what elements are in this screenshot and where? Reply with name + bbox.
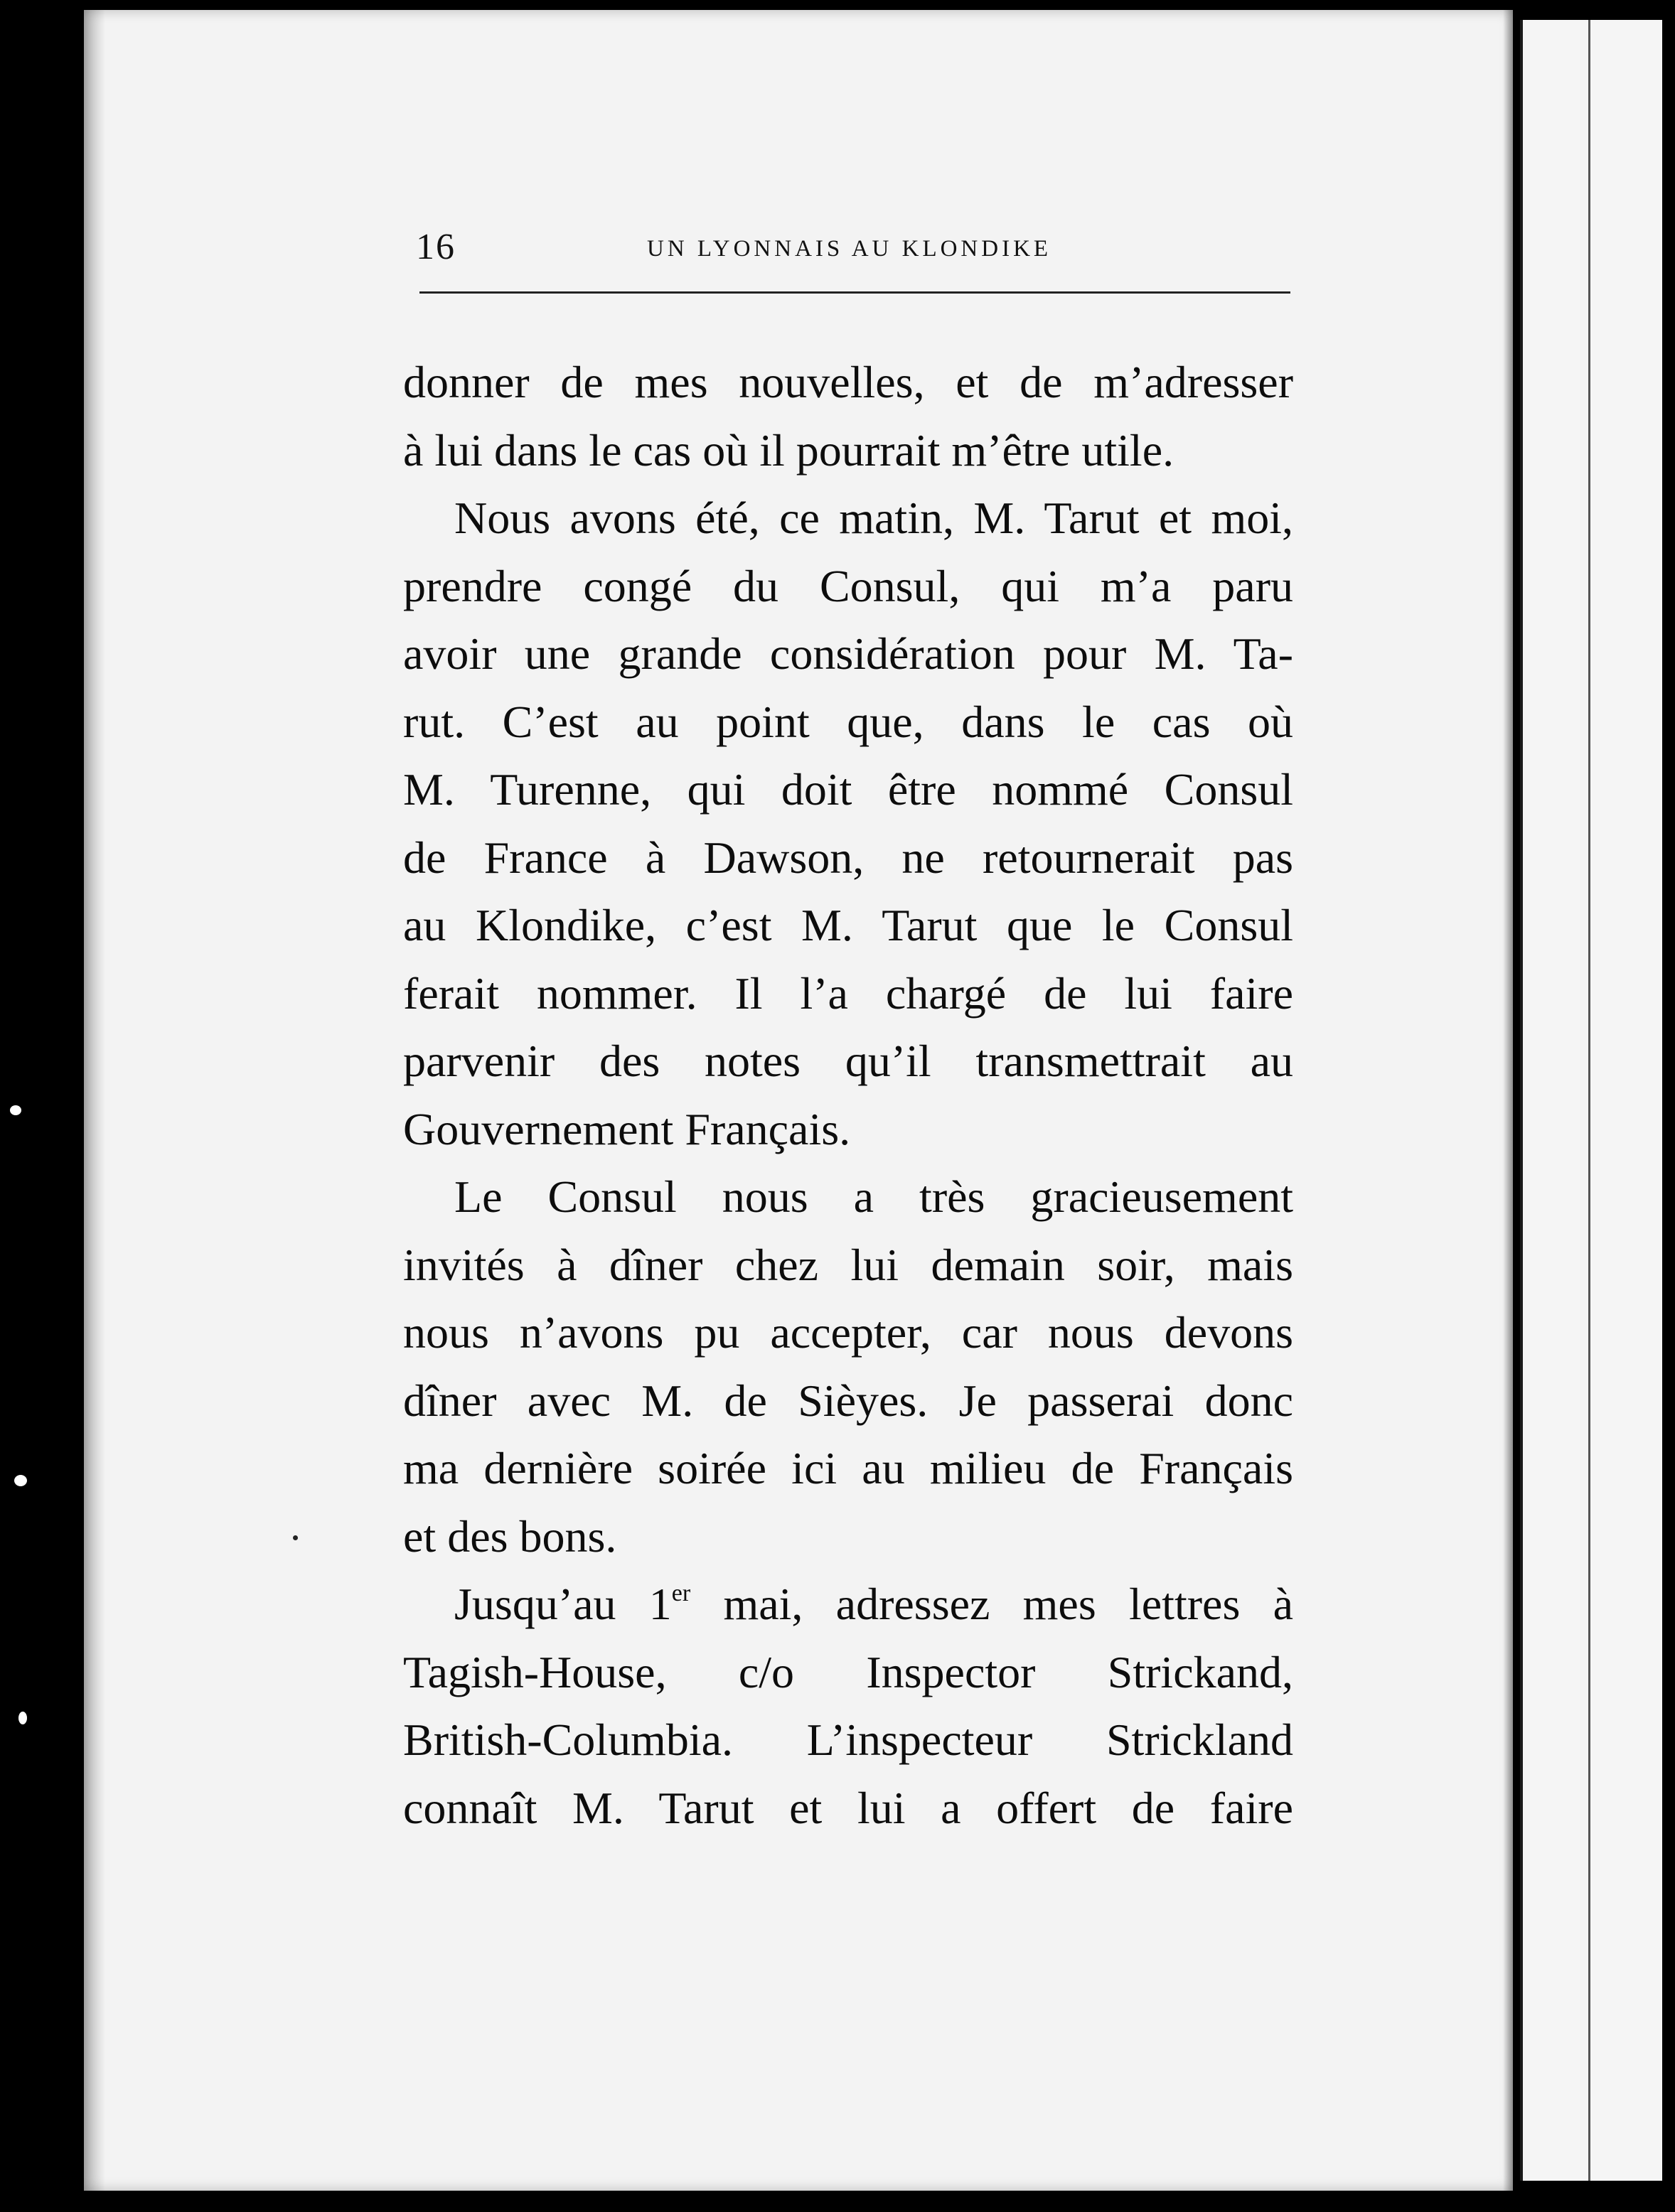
text-line: Nous avons été, ce matin, M. Tarut et moi,	[454, 493, 1293, 543]
text-line: prendre congé du Consul, qui m’a paru	[403, 560, 1293, 611]
running-head	[416, 226, 1290, 269]
scan-speck	[293, 1535, 298, 1540]
text-line: Le Consul nous a très gracieusement	[454, 1171, 1293, 1222]
header-rule	[419, 291, 1290, 294]
text-line: à lui dans le cas où il pourrait m’être utile.	[403, 424, 1174, 476]
text-line: invités à dîner chez lui demain soir, mais	[403, 1239, 1293, 1290]
text-line: connaît M. Tarut et lui a offert de faire	[403, 1782, 1293, 1833]
superscript: er	[671, 1580, 691, 1606]
text-line: British-Columbia. L’inspecteur Strickland	[403, 1714, 1293, 1765]
text-line: au Klondike, c’est M. Tarut que le Consul	[403, 900, 1293, 950]
scan-speck	[14, 1475, 27, 1486]
page-edge-line	[1520, 20, 1523, 2181]
text-fragment: mai, adressez mes lettres à	[690, 1579, 1294, 1629]
text-line: Tagish-House, c/o Inspector Strickand,	[403, 1646, 1293, 1697]
running-title: UN LYONNAIS AU KLONDIKE	[647, 236, 1052, 262]
page-edge-shadow	[1503, 10, 1513, 2191]
text-line	[403, 1570, 1293, 1638]
text-line: nous n’avons pu accepter, car nous devons	[403, 1307, 1293, 1358]
text-line: donner de mes nouvelles, et de m’adresser	[403, 357, 1293, 407]
text-line: de France à Dawson, ne retournerait pas	[403, 832, 1293, 883]
page-number: 16	[416, 227, 456, 267]
following-pages-edge	[1520, 20, 1662, 2181]
scan-speck	[10, 1105, 21, 1115]
text-line: dîner avec M. de Sièyes. Je passerai donc	[403, 1375, 1293, 1426]
text-fragment: Jusqu’au 1	[454, 1579, 672, 1629]
page-edge-line	[1588, 20, 1590, 2181]
text-line: M. Turenne, qui doit être nommé Consul	[403, 764, 1293, 815]
text-line: Gouvernement Français.	[403, 1103, 851, 1154]
scan-speck	[18, 1712, 27, 1724]
text-line: et des bons.	[403, 1510, 617, 1562]
page-shadow	[84, 10, 105, 2191]
body-text	[403, 348, 1293, 1842]
text-line: rut. C’est au point que, dans le cas où	[403, 696, 1293, 747]
text-line: avoir une grande considération pour M. Ta-	[403, 628, 1293, 679]
text-line: ma dernière soirée ici au milieu de Français	[403, 1443, 1293, 1493]
text-line: parvenir des notes qu’il transmettrait au	[403, 1036, 1293, 1086]
text-line: ferait nommer. Il l’a chargé de lui faire	[403, 967, 1293, 1019]
